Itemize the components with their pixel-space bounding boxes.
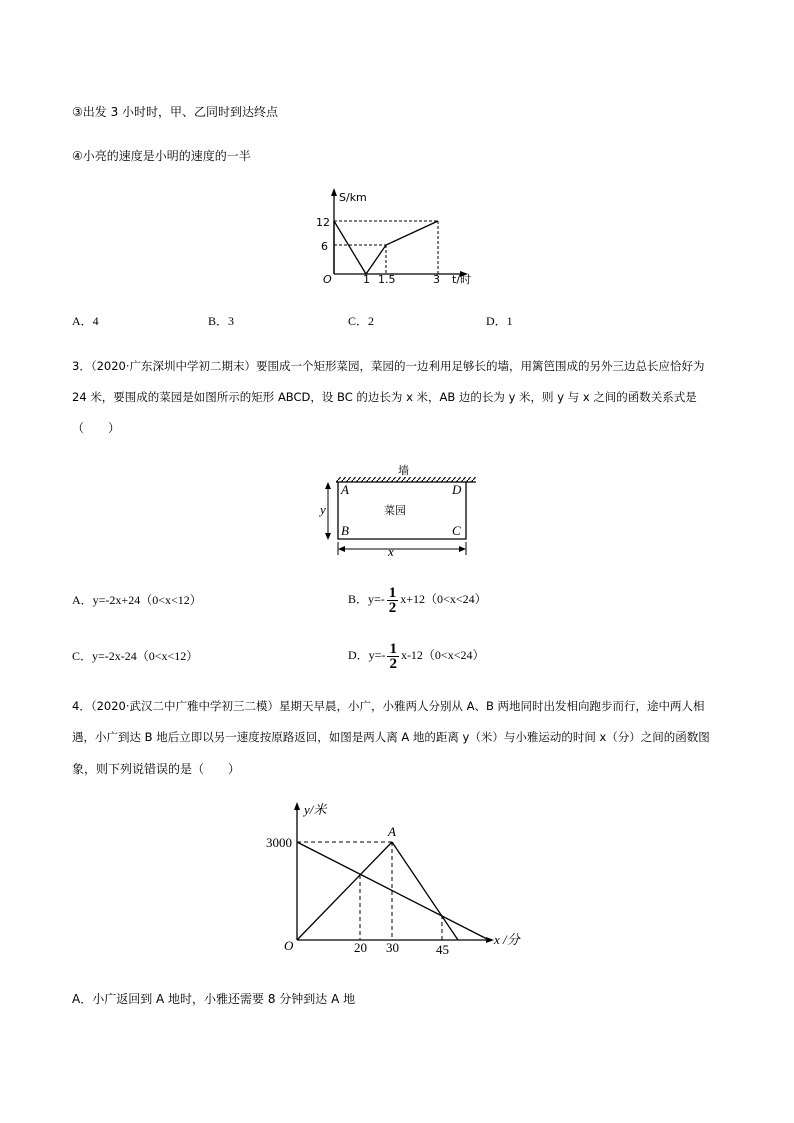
q3-option-b[interactable] xyxy=(348,584,487,615)
vertex-a: A xyxy=(341,482,349,497)
q3-text-line-3: （ ） xyxy=(72,421,121,435)
origin-label: O xyxy=(323,273,332,286)
y-label: y xyxy=(320,502,326,517)
distance-time-graph xyxy=(310,186,480,286)
q3-option-d[interactable] xyxy=(348,640,484,671)
y-axis-label: S/km xyxy=(339,191,367,204)
x-tick-30: 30 xyxy=(386,940,399,955)
fraction-denominator: 2 xyxy=(389,655,397,672)
y-tick-3000: 3000 xyxy=(266,835,292,850)
q3-option-d-prefix: D．y=- xyxy=(348,648,386,662)
q3-text-line-1: 3．（2020·广东深圳中学初二期末）要围成一个矩形菜园，菜园的一边利用足够长的墙，用篱笆围成的另外三边总长应恰好为 xyxy=(72,359,705,373)
q3-option-c[interactable]: C．y=-2x-24（0<x<12） xyxy=(72,649,199,663)
q3-option-d-suffix: x-12（0<x<24） xyxy=(400,648,485,662)
fraction-denominator: 2 xyxy=(388,599,397,616)
fraction-one-half xyxy=(387,586,399,615)
origin-label: O xyxy=(284,938,294,953)
vertex-b: B xyxy=(341,523,349,538)
distance-time-graph-2 xyxy=(262,798,532,964)
q4-text-line-2: 遇，小广到达 B 地后立即以另一速度按原路返回，如图是两人离 A 地的距离 y（米）与小雅运动的时间 x（分）之间的函数图 xyxy=(72,730,710,744)
x-tick-20: 20 xyxy=(354,940,367,955)
q3-text-line-2: 24 米，要围成的菜园是如图所示的矩形 ABCD，设 BC 的边长为 x 米，AB 边的长为 y 米，则 y 与 x 之间的函数关系式是 xyxy=(72,390,697,404)
x-label: x xyxy=(388,544,394,559)
q3-option-b-suffix: x+12（0<x<24） xyxy=(400,592,487,606)
vertex-c: C xyxy=(452,523,461,538)
x-tick-1: 1 xyxy=(363,273,370,286)
x-axis-label: x /分 xyxy=(494,932,520,947)
statement-4: ④小亮的速度是小明的速度的一半 xyxy=(72,149,251,163)
y-axis-label: y/米 xyxy=(304,802,327,817)
garden-label: 菜园 xyxy=(384,504,406,517)
q2-option-a[interactable]: A．4 xyxy=(72,314,99,328)
q3-option-b-prefix: B．y=- xyxy=(348,592,385,606)
q4-option-a[interactable]: A．小广返回到 A 地时，小雅还需要 8 分钟到达 A 地 xyxy=(72,992,356,1006)
peak-a-label: A xyxy=(388,824,396,839)
x-tick-45: 45 xyxy=(436,942,449,957)
fraction-numerator: 1 xyxy=(389,640,397,657)
q4-text-line-3: 象，则下列说错误的是（ ） xyxy=(72,762,241,776)
q4-text-line-1: 4．（2020·武汉二中广雅中学初三二模）星期天早晨，小广，小雅两人分别从 A、B 两地同时出发相向跑步而行，途中两人相 xyxy=(72,699,705,713)
x-tick-1.5: 1.5 xyxy=(378,273,396,286)
wall-label: 墙 xyxy=(398,464,409,477)
fraction-numerator: 1 xyxy=(388,584,397,601)
q2-option-c[interactable]: C．2 xyxy=(348,314,375,328)
garden-diagram xyxy=(318,462,478,560)
q3-option-a[interactable]: A．y=-2x+24（0<x<12） xyxy=(72,593,202,607)
vertex-d: D xyxy=(452,482,462,497)
x-axis-label: t/时 xyxy=(452,273,472,286)
fraction-one-half xyxy=(387,642,399,671)
q2-option-b[interactable]: B．3 xyxy=(208,314,235,328)
y-tick-6: 6 xyxy=(321,240,328,253)
q2-option-d[interactable]: D．1 xyxy=(486,314,513,328)
statement-3: ③出发 3 小时时，甲、乙同时到达终点 xyxy=(72,105,279,119)
y-tick-12: 12 xyxy=(316,216,330,229)
x-tick-3: 3 xyxy=(433,273,440,286)
